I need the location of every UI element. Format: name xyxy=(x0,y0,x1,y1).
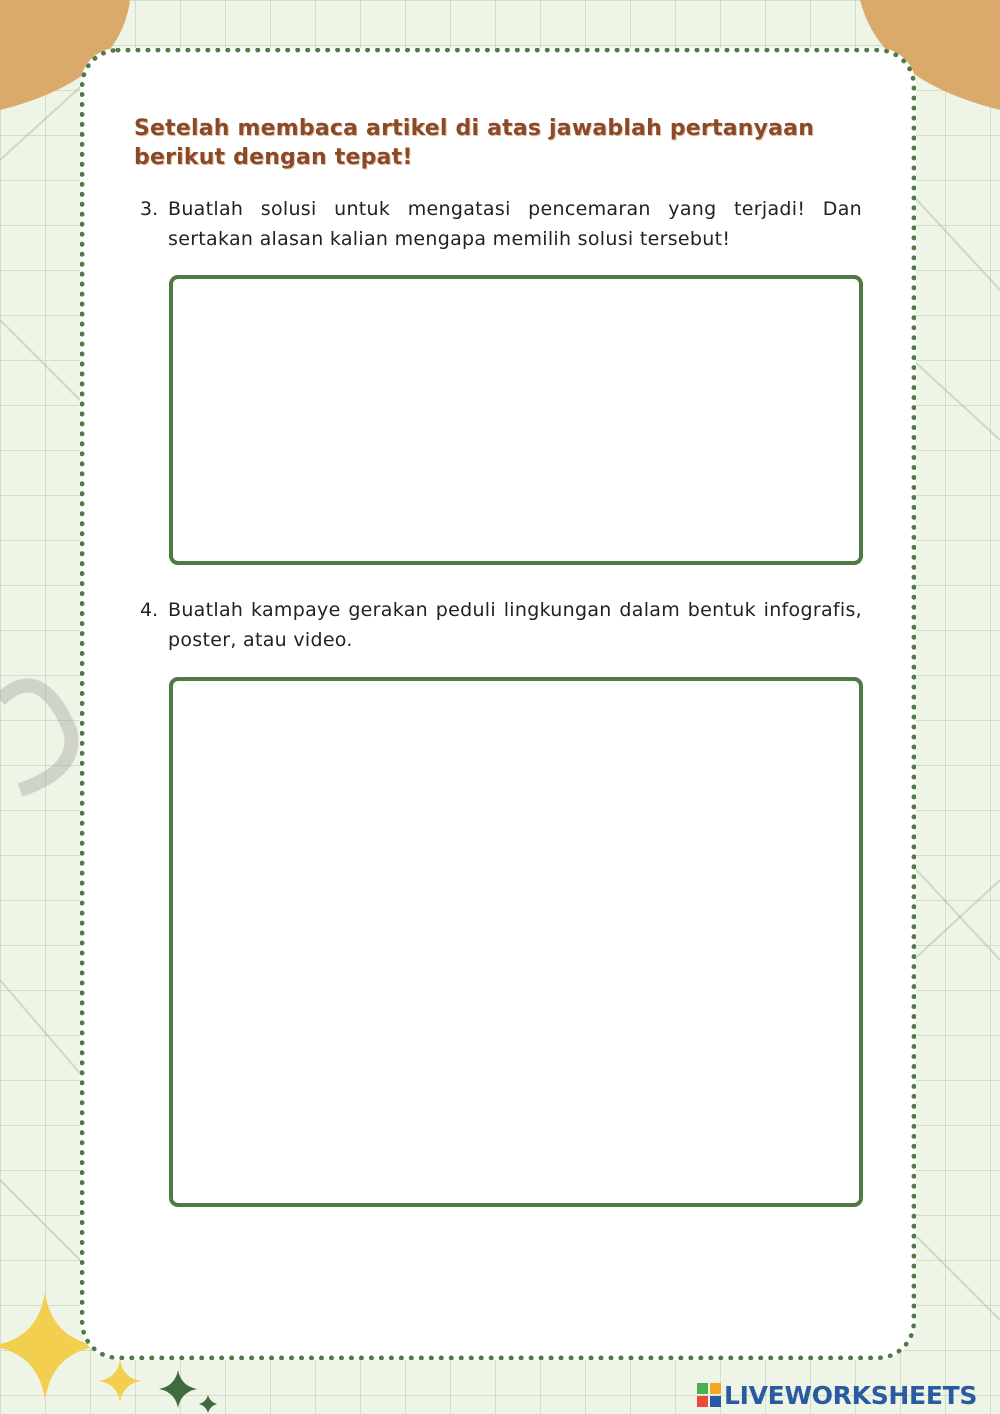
logo-text: LIVEWORKSHEETS xyxy=(724,1380,978,1410)
brush-stroke xyxy=(0,685,71,790)
instruction-heading: Setelah membaca artikel di atas jawablah pertanyaan berikut dengan tepat! xyxy=(134,116,815,170)
question-4 xyxy=(140,595,862,655)
question-number: 4. xyxy=(140,599,159,621)
liveworksheets-logo[interactable] xyxy=(697,1380,977,1410)
question-text: Buatlah kampaye gerakan peduli lingkungan dalam bentuk infografis, poster, atau video. xyxy=(168,599,862,651)
question-number: 3. xyxy=(140,198,159,220)
answer-box-question-3[interactable] xyxy=(169,275,863,565)
question-3 xyxy=(140,194,862,254)
answer-box-question-4[interactable] xyxy=(169,677,863,1207)
liveworksheets-logo-icon xyxy=(697,1383,721,1407)
question-text: Buatlah solusi untuk mengatasi pencemaran yang terjadi! Dan sertakan alasan kalian mengapa memilih solusi tersebut! xyxy=(168,198,862,250)
